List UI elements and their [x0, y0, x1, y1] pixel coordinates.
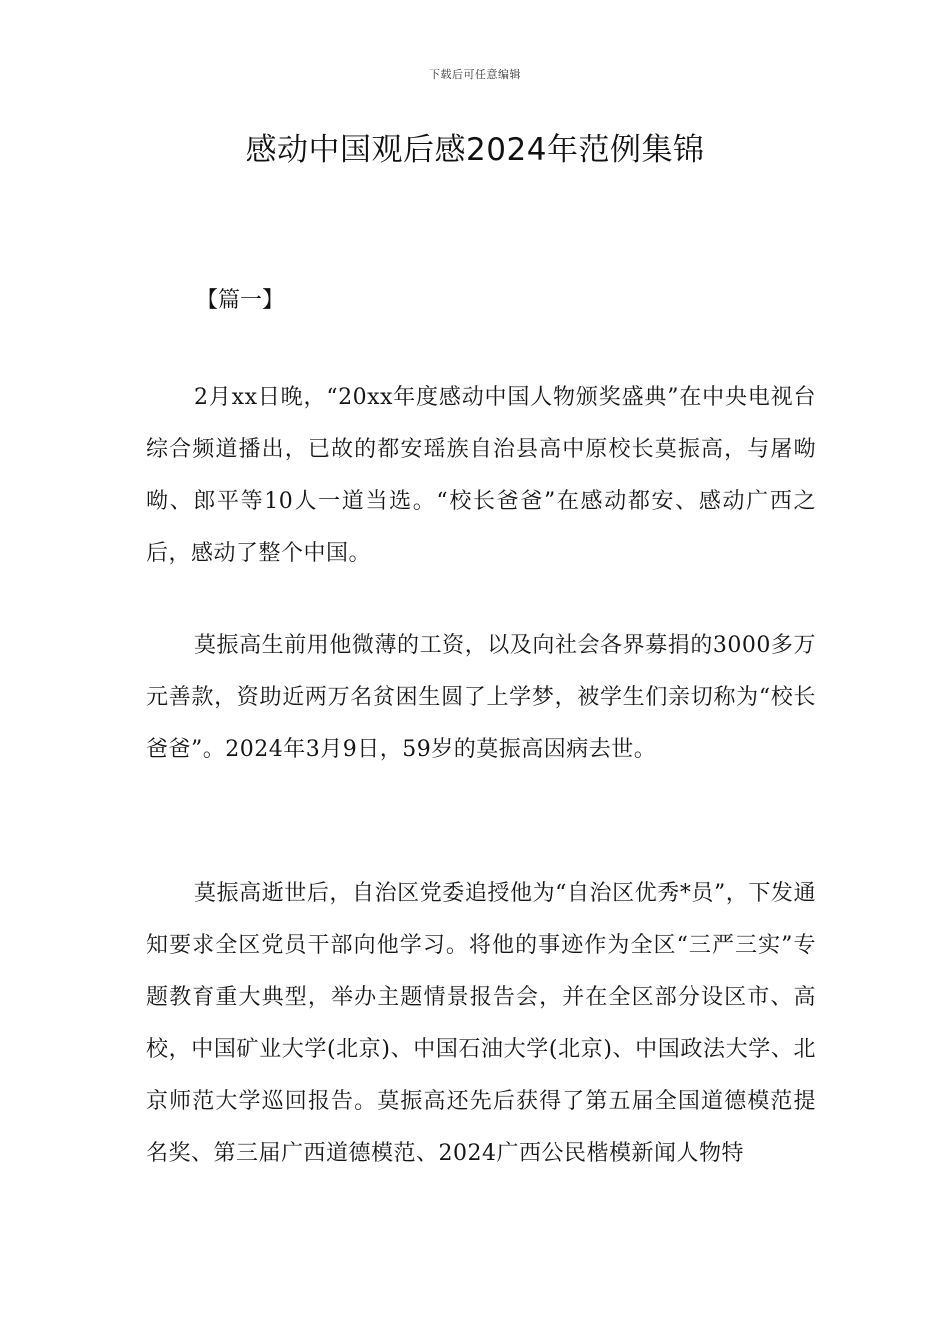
paragraph-1: 2月xx日晚，“20xx年度感动中国人物颁奖盛典”在中央电视台综合频道播出，已故的都安瑶族自治县高中原校长莫振高，与屠呦呦、郎平等10人一道当选。“校长爸爸”在感动都安、感动广西之后，感动了整个中国。: [146, 385, 816, 566]
section-label: 【篇一】: [196, 288, 285, 313]
header-note: 下载后可任意编辑: [429, 68, 521, 81]
paragraph-2: 莫振高生前用他微薄的工资，以及向社会各界募捐的3000多万元善款，资助近两万名贫困生圆了上学梦，被学生们亲切称为“校长爸爸”。2024年3月9日，59岁的莫振高因病去世。: [146, 633, 816, 762]
document-title: 感动中国观后感2024年范例集锦: [245, 132, 705, 168]
paragraph-3: 莫振高逝世后，自治区党委追授他为“自治区优秀*员”，下发通知要求全区党员干部向他学习。将他的事迹作为全区“三严三实”专题教育重大典型，举办主题情景报告会，并在全区部分设区市、高校，中国矿业大学(北京)、中国石油大学(北京)、中国政法大学、北京师范大学巡回报告。莫振高还先后获得了第五届全国道德模范提名奖、第三届广西道德模范、2024广西公民楷模新闻人物特: [146, 881, 816, 1166]
